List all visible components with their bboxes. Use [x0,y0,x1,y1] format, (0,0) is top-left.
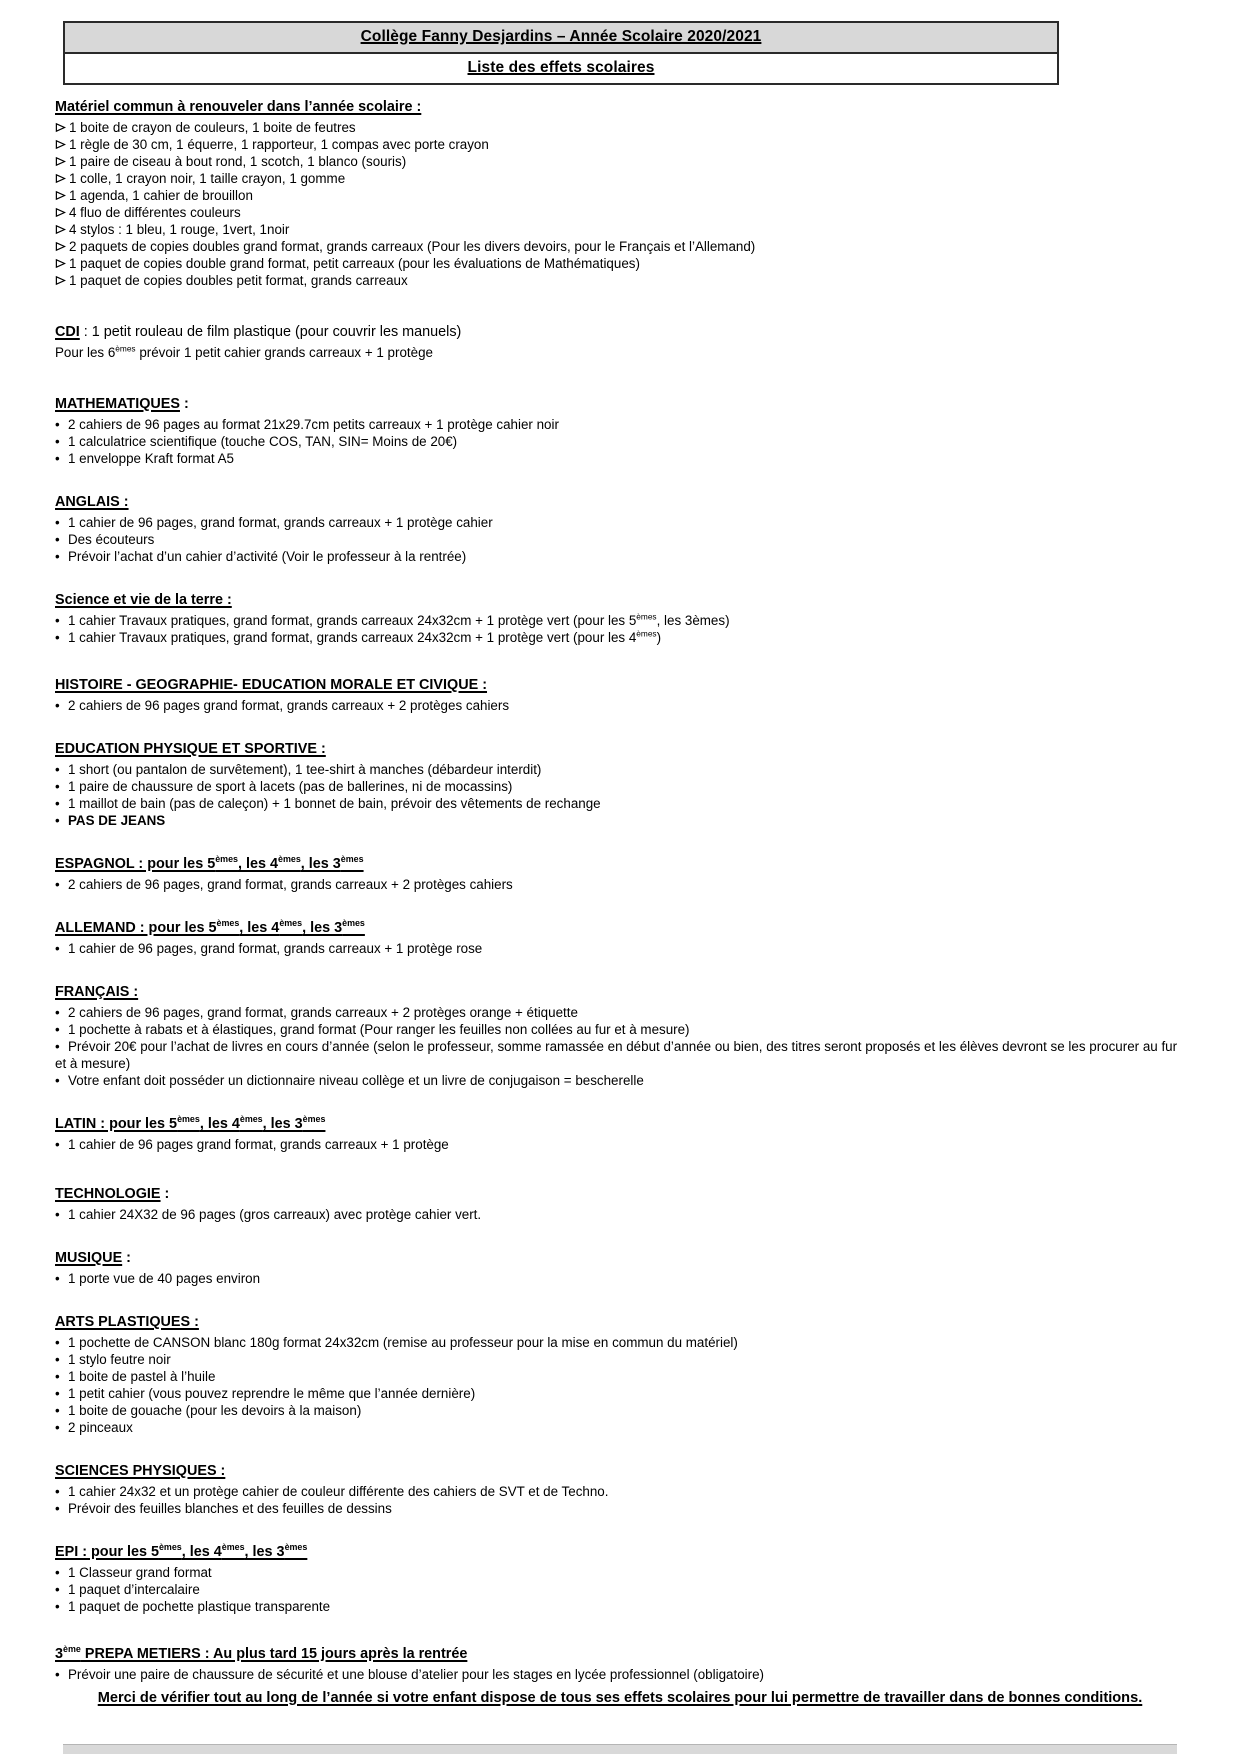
underlined-heading-run [55,1544,307,1560]
heading-text-segment: Matériel commun à renouveler dans l’année scolaire : [55,99,422,115]
list-item [55,876,1183,893]
dot-bullet-icon: • [55,1667,60,1682]
item-text-segment: 1 cahier Travaux pratiques, grand format, grands carreaux 24x32cm + 1 protège vert (pour les 4 [68,630,637,645]
arrow-bullet-icon [55,187,69,204]
section-heading [55,1313,1183,1331]
item-text-segment: 2 cahiers de 96 pages, grand format, grands carreaux + 2 protèges orange + étiquette [68,1005,578,1020]
dot-bullet-icon: • [55,779,60,794]
item-text [55,1039,1177,1071]
item-text [68,1207,481,1222]
heading-text-segment: èmes [302,1114,326,1125]
dot-bullet-icon: • [55,417,60,432]
heading-text-segment: : 1 petit rouleau de film plastique (pour couvrir les manuels) [79,324,462,340]
section-heading [55,983,1183,1001]
next-page-edge-bar [63,1744,1177,1754]
section-heading [55,676,1183,694]
dot-bullet-icon: • [55,1386,60,1401]
heading-text-segment: LATIN : pour les 5 [55,1116,178,1132]
heading-text-segment: EPI : pour les 5 [55,1544,159,1560]
dot-bullet-icon: • [55,1137,60,1152]
item-text-segment: 2 pinceaux [68,1420,133,1435]
item-text-segment: Pour les 6 [55,345,116,360]
section-heading [55,740,1183,758]
heading-text-segment: ESPAGNOL : pour les 5 [55,856,216,872]
document-title: Liste des effets scolaires [467,59,655,76]
section-prepa-metiers [55,1645,1183,1683]
dot-bullet-icon: • [55,1039,60,1054]
item-text [68,515,493,530]
heading-text-segment: , les 3 [262,1116,303,1132]
section-heading [55,1645,1183,1663]
list-item [55,778,1183,795]
underlined-heading-run [55,396,180,412]
item-text-segment: 2 cahiers de 96 pages grand format, grands carreaux + 2 protèges cahiers [68,698,510,713]
item-text [68,1484,608,1499]
dot-bullet-icon: • [55,941,60,956]
list-item [55,1368,1183,1385]
item-text-segment: 2 cahiers de 96 pages au format 21x29.7cm petits carreaux + 1 protège cahier noir [68,417,559,432]
footer-text: Merci de vérifier tout au long de l’année si votre enfant dispose de tous ses effets scolaires pour lui permettre de travailler dans de bonnes conditions. [97,1690,1143,1706]
section-heading [55,395,1183,413]
list-item [55,697,1183,714]
arrow-bullet-icon [55,238,69,255]
item-text-segment: 1 short (ou pantalon de survêtement), 1 tee-shirt à manches (débardeur interdit) [68,762,542,777]
list-item [55,1581,1183,1598]
item-text-segment: 1 cahier de 96 pages, grand format, grands carreaux + 1 protège cahier [68,515,493,530]
item-text [55,345,433,360]
list-item [55,795,1183,812]
heading-text-segment: HISTOIRE - GEOGRAPHIE- EDUCATION MORALE ET CIVIQUE : [55,677,488,693]
item-text [68,549,466,564]
underlined-heading-run [55,99,421,115]
section-heading [55,493,1183,511]
heading-text-segment: ème [63,1644,81,1655]
item-text-segment: 1 règle de 30 cm, 1 équerre, 1 rapporteur, 1 compas avec porte crayon [69,137,489,152]
underlined-heading-run [55,1314,199,1330]
list-item [55,1072,1183,1089]
item-text-segment: 2 paquets de copies doubles grand format, grands carreaux (Pour les divers devoirs, pour le Français et l’Allemand) [69,239,756,254]
section-heading [55,1543,1183,1561]
item-text [68,1565,212,1580]
item-text [68,1022,690,1037]
underlined-heading-run [55,920,365,936]
section-heading [55,1249,1183,1267]
arrow-bullet-icon [55,221,69,238]
heading-text-segment: , les 3 [300,856,341,872]
heading-text-segment: , les 4 [239,920,280,936]
item-text-segment: Votre enfant doit posséder un dictionnaire niveau collège et un livre de conjugaison = bescherelle [68,1073,644,1088]
section-technologie [55,1185,1183,1223]
section-svt [55,591,1183,646]
item-text-segment: 1 enveloppe Kraft format A5 [68,451,234,466]
item-text-segment: èmes [115,343,136,354]
dot-bullet-icon: • [55,1599,60,1614]
list-item [55,1385,1183,1402]
item-text-segment: 4 fluo de différentes couleurs [69,205,241,220]
school-title: Collège Fanny Desjardins – Année Scolaire 2020/2021 [360,28,762,45]
item-text [68,1403,361,1418]
item-text [68,1667,764,1682]
item-text-segment: 1 boite de pastel à l’huile [68,1369,216,1384]
list-item [55,153,1183,170]
heading-text-segment: , les 4 [237,856,278,872]
heading-text-segment: FRANÇAIS : [55,984,139,1000]
item-text [68,877,513,892]
arrow-bullet-icon [55,272,69,289]
item-text [68,1599,330,1614]
item-text-segment: prévoir 1 petit cahier grands carreaux + 1 protège [135,345,433,360]
item-text-segment: Prévoir l’achat d’un cahier d’activité (Voir le professeur à la rentrée) [68,549,467,564]
item-text [68,1137,449,1152]
section-histoire-geographie-emc [55,676,1183,714]
list-item [55,1334,1183,1351]
underlined-heading-run [55,324,80,340]
list-item [55,940,1183,957]
item-text-segment: Prévoir une paire de chaussure de sécurité et une blouse d’atelier pour les stages en lycée professionnel (obligatoire) [68,1667,764,1682]
heading-text-segment: SCIENCES PHYSIQUES : [55,1463,226,1479]
item-text-segment: 1 petit cahier (vous pouvez reprendre le même que l’année dernière) [68,1386,476,1401]
list-item [55,1021,1183,1038]
dot-bullet-icon: • [55,698,60,713]
item-text [69,239,755,254]
dot-bullet-icon: • [55,1565,60,1580]
heading-text-segment: èmes [216,918,240,929]
underlined-heading-run [55,592,232,608]
item-text [68,613,730,628]
dot-bullet-icon: • [55,1352,60,1367]
dot-bullet-icon: • [55,1005,60,1020]
list-item [55,1038,1183,1072]
heading-text-segment: CDI [55,324,80,340]
header-row-subtitle [65,54,1057,83]
underlined-heading-run [55,677,487,693]
item-text [69,188,253,203]
section-heading [55,323,1183,341]
item-text [68,698,509,713]
sections-container [55,98,1183,1683]
underlined-heading-run [55,1646,467,1662]
heading-text-segment: MUSIQUE [55,1250,123,1266]
dot-bullet-icon: • [55,515,60,530]
dot-bullet-icon: • [55,549,60,564]
dot-bullet-icon: • [55,613,60,628]
item-text-segment: Des écouteurs [68,532,155,547]
list-item [55,450,1183,467]
item-text [68,1582,200,1597]
heading-text-segment: , les 4 [181,1544,222,1560]
list-item [55,531,1183,548]
item-text-segment: 1 paquet de copies double grand format, petit carreaux (pour les évaluations de Mathématiques) [69,256,640,271]
footer-note [30,1690,1210,1706]
dot-bullet-icon: • [55,796,60,811]
item-text-segment: 1 paquet d’intercalaire [68,1582,200,1597]
item-text [68,813,165,828]
heading-text-segment: , les 3 [302,920,343,936]
section-heading [55,591,1183,609]
item-text [68,434,457,449]
heading-text-segment: èmes [215,854,238,865]
item-text-segment: 1 boite de crayon de couleurs, 1 boite de feutres [69,120,356,135]
item-text [68,1386,475,1401]
item-text [68,762,541,777]
heading-text-segment: EDUCATION PHYSIQUE ET SPORTIVE : [55,741,326,757]
list-item [55,1483,1183,1500]
header-row-school [65,23,1057,54]
section-cdi [55,323,1183,361]
list-item [55,1004,1183,1021]
heading-text-segment: TECHNOLOGIE [55,1186,161,1202]
item-text-segment: èmes [636,611,657,622]
list-item [55,204,1183,221]
list-item [55,433,1183,450]
list-item [55,1598,1183,1615]
item-text [69,120,356,135]
dot-bullet-icon: • [55,434,60,449]
heading-text-segment: ARTS PLASTIQUES : [55,1314,199,1330]
item-text-segment: 1 pochette à rabats et à élastiques, grand format (Pour ranger les feuilles non collées au fur et à mesure) [68,1022,690,1037]
item-text [68,1420,133,1435]
item-text-segment: 1 stylo feutre noir [68,1352,171,1367]
dot-bullet-icon: • [55,1501,60,1516]
list-item [55,612,1183,629]
item-text [69,137,489,152]
arrow-bullet-icon [55,255,69,272]
section-heading [55,1462,1183,1480]
item-text-segment: Prévoir 20€ pour l’achat de livres en cours d’année (selon le professeur, somme ramassée en début d’année ou bien, des titres seront proposés et les élèves devront se les procurer au fur et à mesure) [55,1039,1178,1071]
heading-text-segment: Science et vie de la terre : [55,592,232,608]
item-text-segment: 1 cahier Travaux pratiques, grand format, grands carreaux 24x32cm + 1 protège vert (pour les 5 [68,613,637,628]
list-item [55,629,1183,646]
dot-bullet-icon: • [55,813,60,828]
header-box [63,21,1059,85]
arrow-bullet-icon [55,204,69,221]
heading-text-segment: MATHEMATIQUES [55,396,180,412]
item-text-segment: 1 maillot de bain (pas de caleçon) + 1 bonnet de bain, prévoir des vêtements de rechange [68,796,601,811]
underlined-heading-run [55,856,364,872]
arrow-bullet-icon [55,119,69,136]
list-item [55,1136,1183,1153]
item-text-segment: 1 porte vue de 40 pages environ [68,1271,261,1286]
section-materiel-commun [55,98,1183,289]
section-eps [55,740,1183,829]
section-espagnol [55,855,1183,893]
list-item [55,416,1183,433]
arrow-bullet-icon [55,170,69,187]
heading-text-segment: : [179,396,189,412]
list-item [55,548,1183,565]
item-text-segment: Prévoir des feuilles blanches et des feuilles de dessins [68,1501,392,1516]
list-item [55,761,1183,778]
heading-text-segment: èmes [239,1114,263,1125]
item-text-segment: 2 cahiers de 96 pages, grand format, grands carreaux + 2 protèges cahiers [68,877,513,892]
section-heading [55,1115,1183,1133]
item-text [68,630,661,645]
list-item [55,187,1183,204]
item-text-segment: 1 cahier 24x32 et un protège cahier de couleur différente des cahiers de SVT et de Techno. [68,1484,609,1499]
item-text [68,796,601,811]
item-text [69,256,640,271]
item-text [68,1005,578,1020]
section-mathematiques [55,395,1183,467]
heading-text-segment: : [160,1186,170,1202]
list-item [55,1402,1183,1419]
dot-bullet-icon: • [55,1369,60,1384]
section-francais [55,983,1183,1089]
item-text-segment: ) [656,630,662,645]
item-text [68,779,512,794]
item-text-segment: 1 Classeur grand format [68,1565,212,1580]
heading-text-segment: ANGLAIS : [55,494,129,510]
list-item [55,812,1183,829]
item-text-segment: , les 3èmes) [656,613,730,628]
underlined-heading-run [55,741,326,757]
list-item [55,238,1183,255]
list-item [55,170,1183,187]
dot-bullet-icon: • [55,1073,60,1088]
heading-text-segment: , les 4 [199,1116,240,1132]
item-text [69,171,345,186]
item-text [69,222,289,237]
item-text-segment: 1 paquet de pochette plastique transparente [68,1599,331,1614]
dot-bullet-icon: • [55,451,60,466]
dot-bullet-icon: • [55,1271,60,1286]
list-item [55,1270,1183,1287]
list-item [55,1564,1183,1581]
list-item [55,344,1183,361]
section-heading [55,855,1183,873]
item-text-segment: 4 stylos : 1 bleu, 1 rouge, 1vert, 1noir [69,222,290,237]
heading-text-segment: èmes [158,1542,182,1553]
item-text [68,1073,644,1088]
list-item [55,136,1183,153]
item-text-segment: 1 paquet de copies doubles petit format, grands carreaux [69,273,408,288]
item-text-segment: 1 paire de chaussure de sport à lacets (pas de ballerines, ni de mocassins) [68,779,513,794]
list-item [55,272,1183,289]
list-item [55,221,1183,238]
item-text [68,1335,738,1350]
underlined-heading-run [55,1463,225,1479]
list-item [55,1206,1183,1223]
heading-text-segment: èmes [284,1542,308,1553]
heading-text-segment: , les 3 [244,1544,285,1560]
item-text [68,417,559,432]
list-item [55,1419,1183,1436]
arrow-bullet-icon [55,153,69,170]
dot-bullet-icon: • [55,532,60,547]
heading-text-segment: èmes [221,1542,245,1553]
dot-bullet-icon: • [55,877,60,892]
dot-bullet-icon: • [55,1022,60,1037]
list-item [55,514,1183,531]
section-allemand [55,919,1183,957]
dot-bullet-icon: • [55,1484,60,1499]
item-text-segment: 1 colle, 1 crayon noir, 1 taille crayon, 1 gomme [69,171,346,186]
dot-bullet-icon: • [55,1207,60,1222]
item-text-segment: 1 paire de ciseau à bout rond, 1 scotch, 1 blanco (souris) [69,154,407,169]
underlined-heading-run [55,1186,161,1202]
item-text-segment: 1 pochette de CANSON blanc 180g format 24x32cm (remise au professeur pour la mise en commun du matériel) [68,1335,738,1350]
item-text-segment: 1 agenda, 1 cahier de brouillon [69,188,253,203]
item-text [68,532,154,547]
heading-text-segment: èmes [342,918,365,929]
item-text-segment: èmes [636,628,657,639]
section-heading [55,919,1183,937]
list-item [55,119,1183,136]
item-text-segment: 1 cahier de 96 pages grand format, grands carreaux + 1 protège [68,1137,449,1152]
dot-bullet-icon: • [55,1582,60,1597]
heading-text-segment: èmes [278,854,301,865]
underlined-heading-run [55,1116,325,1132]
dot-bullet-icon: • [55,1420,60,1435]
item-text [68,1271,260,1286]
item-text [68,1501,392,1516]
underlined-heading-run [55,494,129,510]
heading-text-segment: : [122,1250,131,1266]
list-item [55,255,1183,272]
item-text-segment: 1 cahier 24X32 de 96 pages (gros carreaux) avec protège cahier vert. [68,1207,482,1222]
list-item [55,1666,1183,1683]
section-heading [55,1185,1183,1203]
section-musique [55,1249,1183,1287]
item-text [68,1369,215,1384]
heading-text-segment: ALLEMAND : pour les 5 [55,920,217,936]
item-text [69,205,241,220]
heading-text-segment: 3 [55,1646,64,1662]
dot-bullet-icon: • [55,1403,60,1418]
section-arts-plastiques [55,1313,1183,1436]
item-text [68,1352,171,1367]
item-text-segment: 1 boite de gouache (pour les devoirs à la maison) [68,1403,362,1418]
item-text-segment: 1 calculatrice scientifique (touche COS, TAN, SIN= Moins de 20€) [68,434,458,449]
section-epi [55,1543,1183,1615]
heading-text-segment: èmes [340,854,364,865]
heading-text-segment: PREPA METIERS : Au plus tard 15 jours après la rentrée [80,1646,468,1662]
item-text [69,154,406,169]
list-item [55,1351,1183,1368]
list-item [55,1500,1183,1517]
item-text [68,941,482,956]
underlined-heading-run [55,1250,122,1266]
dot-bullet-icon: • [55,1335,60,1350]
heading-text-segment: èmes [279,918,303,929]
dot-bullet-icon: • [55,630,60,645]
dot-bullet-icon: • [55,762,60,777]
item-text-segment: 1 cahier de 96 pages, grand format, grands carreaux + 1 protège rose [68,941,483,956]
item-text [69,273,408,288]
section-latin [55,1115,1183,1153]
heading-text-segment: èmes [177,1114,200,1125]
item-text-segment: PAS DE JEANS [68,813,166,828]
section-sciences-physiques [55,1462,1183,1517]
section-heading [55,98,1183,116]
arrow-bullet-icon [55,136,69,153]
underlined-heading-run [55,984,138,1000]
section-anglais [55,493,1183,565]
item-text [68,451,234,466]
